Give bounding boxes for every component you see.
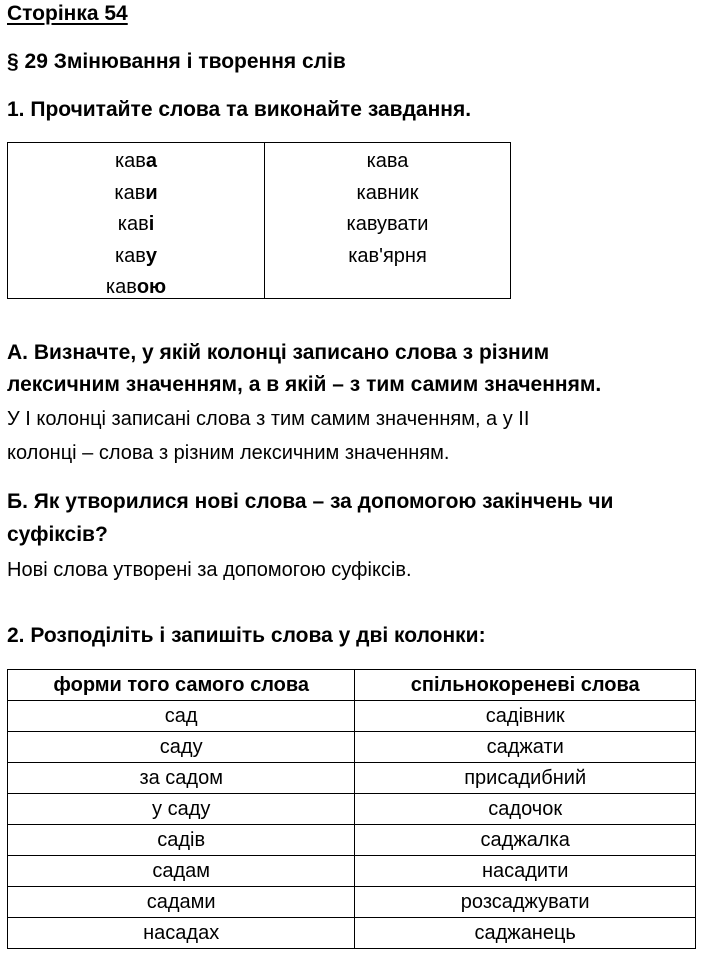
word-stem: кав (114, 150, 146, 172)
table-row (8, 763, 696, 794)
word-stem: кав (105, 276, 137, 298)
table-cell: присадибний (355, 763, 696, 794)
word-column-cognates (265, 143, 510, 298)
cognate-word: кав'ярня (348, 244, 427, 267)
word-ending: и (145, 181, 158, 204)
table-row (8, 887, 696, 918)
table-cell: насадити (355, 856, 696, 887)
question-a-line1: А. Визначте, у якій колонці записано слова з різним (7, 341, 550, 364)
table-row (8, 732, 696, 763)
table-cell: саджати (355, 732, 696, 763)
question-a-line2: лексичним значенням, а в якій – з тим самим значенням. (7, 373, 602, 396)
word-form (8, 272, 264, 304)
table-cell: садочок (355, 794, 696, 825)
word-stem: кав (114, 244, 146, 267)
table-cell: сад (8, 701, 355, 732)
column-header-forms: форми того самого слова (8, 670, 355, 701)
task1-title: 1. Прочитайте слова та виконайте завдання. (7, 98, 472, 121)
word-table-2 (7, 669, 696, 949)
word-table-1 (7, 142, 511, 299)
table-cell: садами (8, 887, 355, 918)
word-column-forms (8, 143, 265, 298)
word-ending: ою (136, 276, 167, 298)
table-cell: саду (8, 732, 355, 763)
table-cell: розсаджувати (355, 887, 696, 918)
table-row (8, 701, 696, 732)
page-title: Сторінка 54 (7, 2, 128, 25)
answer-b-line1: Нові слова утворені за допомогою суфіксів. (7, 559, 412, 581)
table-cell: садів (8, 825, 355, 856)
section-title: § 29 Змінювання і творення слів (7, 50, 346, 73)
task2-title: 2. Розподіліть і запишіть слова у дві колонки: (7, 624, 486, 647)
cognate-word: кавувати (346, 213, 429, 235)
word-form (8, 146, 264, 178)
column-header-cognates: спільнокореневі слова (355, 670, 696, 701)
question-b-line2: суфіксів? (7, 523, 108, 546)
table-row (8, 918, 696, 949)
table-cell: у саду (8, 794, 355, 825)
answer-a-line2: колонці – слова з різним лексичним значенням. (7, 442, 450, 464)
table-cell: насадах (8, 918, 355, 949)
word-ending: а (145, 150, 158, 172)
word-stem: кав (117, 213, 149, 235)
table-row (8, 794, 696, 825)
table-cell: садам (8, 856, 355, 887)
word-stem: кав (114, 181, 146, 204)
table-header-row (8, 670, 696, 701)
table-cell: саджанець (355, 918, 696, 949)
word-form (8, 241, 264, 273)
table-row (8, 825, 696, 856)
cognate-word: кавник (356, 181, 419, 204)
cognate-word: кава (366, 150, 409, 172)
answer-a-line1: У I колонці записані слова з тим самим значенням, а у II (7, 408, 530, 430)
word-form (8, 178, 264, 210)
table-row (8, 856, 696, 887)
word-form (8, 209, 264, 241)
table-cell: за садом (8, 763, 355, 794)
word-ending: і (148, 213, 155, 235)
table-cell: саджалка (355, 825, 696, 856)
question-b-line1: Б. Як утворилися нові слова – за допомогою закінчень чи (7, 490, 614, 513)
word-ending: у (145, 244, 158, 267)
table-cell: садівник (355, 701, 696, 732)
